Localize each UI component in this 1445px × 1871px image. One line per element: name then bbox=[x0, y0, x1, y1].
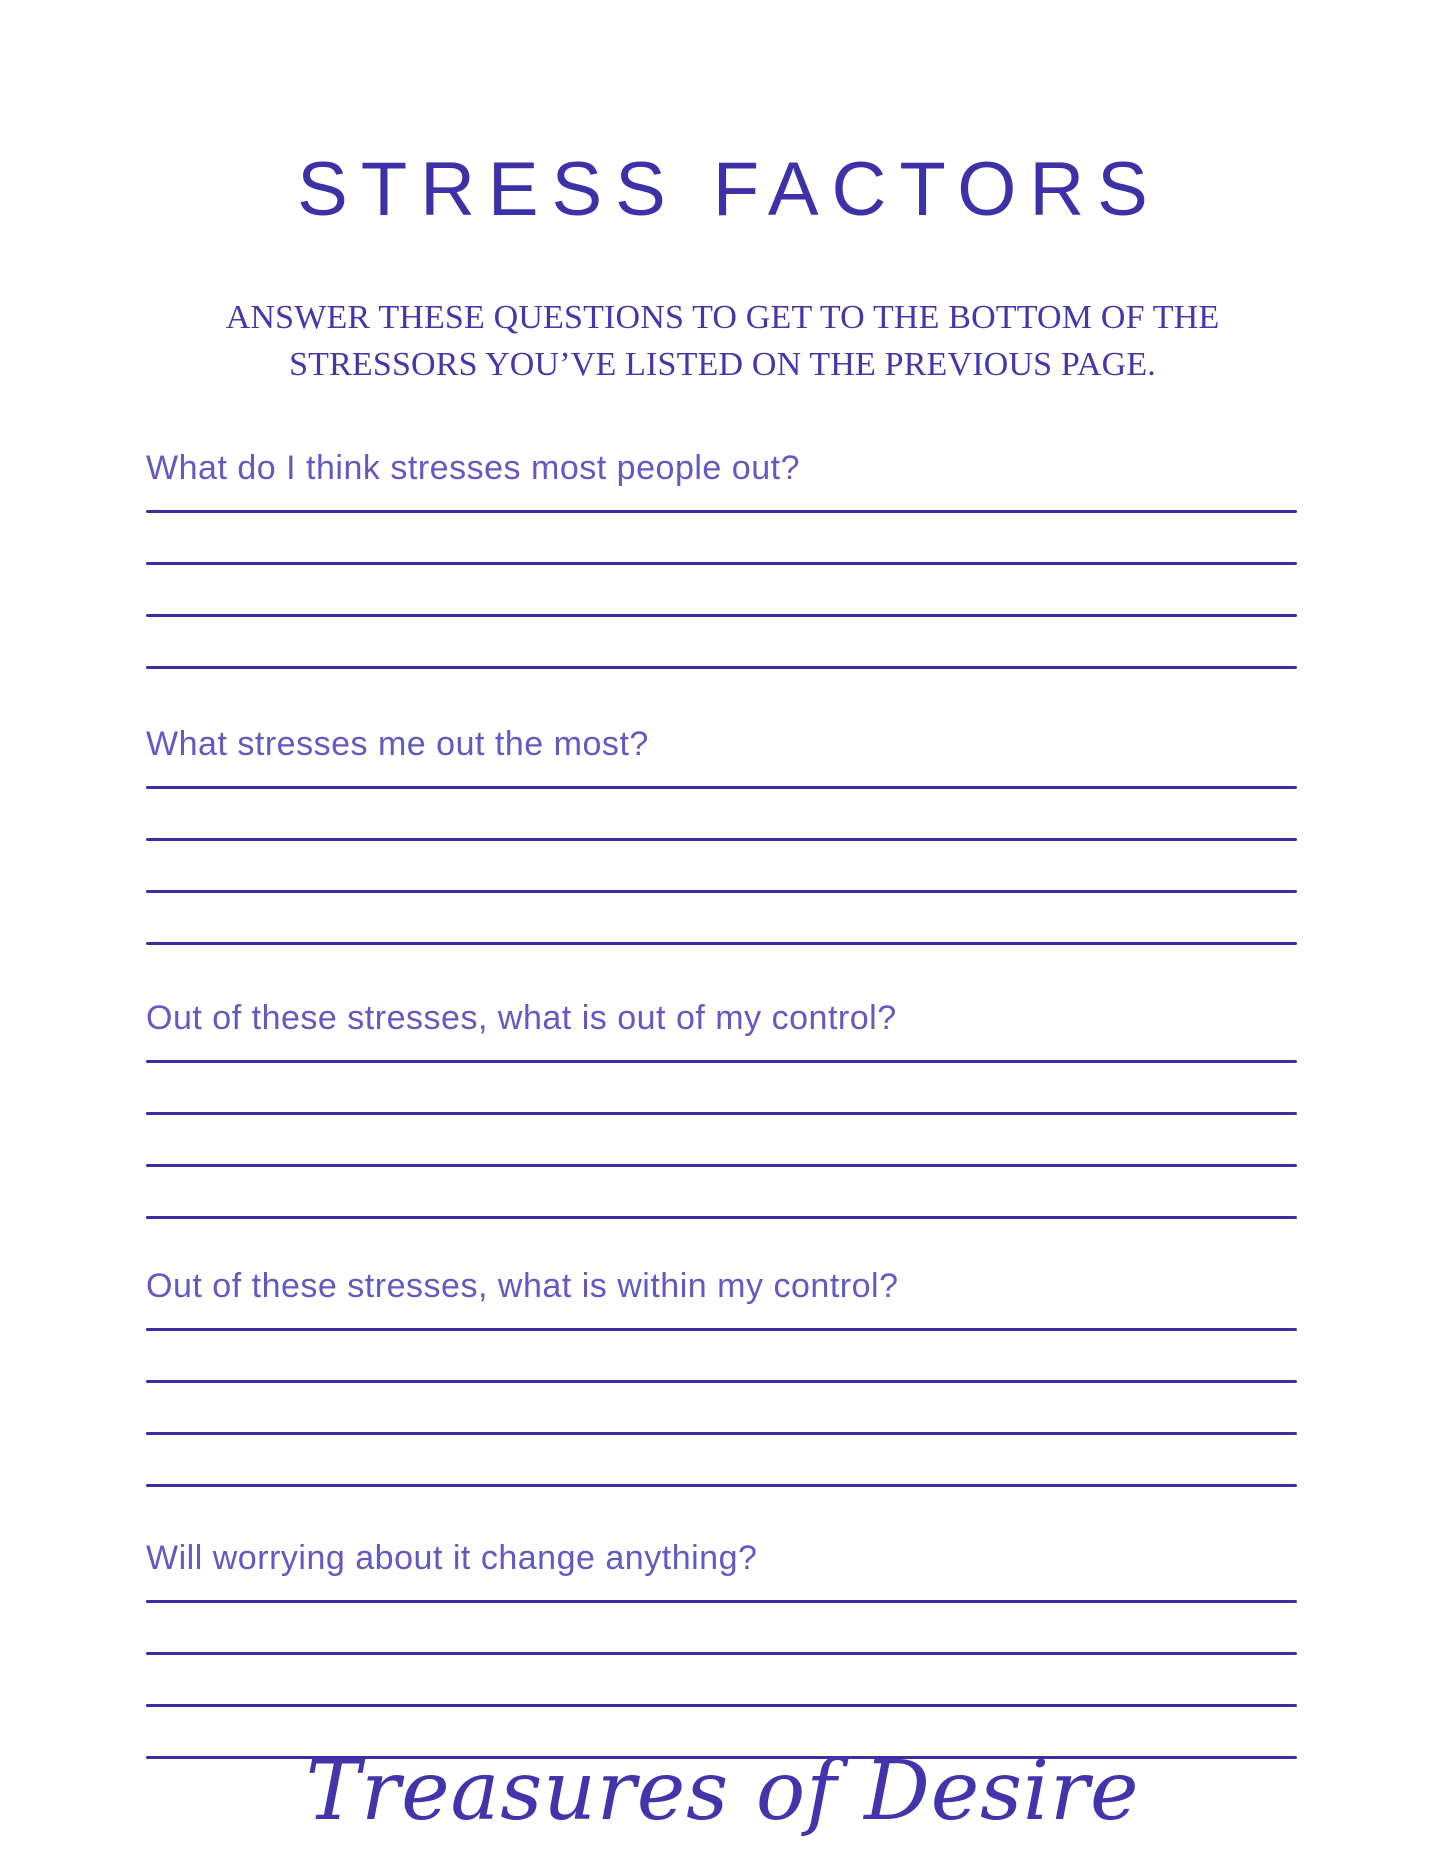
answer-line bbox=[146, 1112, 1297, 1115]
answer-line bbox=[146, 562, 1297, 565]
answer-line bbox=[146, 1484, 1297, 1487]
question-label-4: Out of these stresses, what is within my control? bbox=[146, 1267, 899, 1305]
subtitle-line-2: STRESSORS YOU’VE LISTED ON THE PREVIOUS PAGE. bbox=[289, 346, 1156, 383]
answer-line bbox=[146, 1380, 1297, 1383]
answer-line bbox=[146, 786, 1297, 789]
question-label-3: Out of these stresses, what is out of my control? bbox=[146, 999, 897, 1037]
answer-line bbox=[146, 890, 1297, 893]
answer-line bbox=[146, 1328, 1297, 1331]
answer-line bbox=[146, 1704, 1297, 1707]
answer-line bbox=[146, 666, 1297, 669]
question-section-2 bbox=[146, 724, 1297, 964]
answer-line bbox=[146, 1216, 1297, 1219]
page-title: STRESS FACTORS bbox=[297, 147, 1161, 232]
question-section-5 bbox=[146, 1538, 1297, 1778]
question-label-2: What stresses me out the most? bbox=[146, 725, 649, 763]
answer-line bbox=[146, 1652, 1297, 1655]
answer-line bbox=[146, 942, 1297, 945]
answer-line bbox=[146, 1164, 1297, 1167]
answer-line bbox=[146, 1600, 1297, 1603]
page-subtitle bbox=[0, 294, 1445, 388]
question-section-1 bbox=[146, 448, 1297, 688]
brand-logo-text: Treasures of Desire bbox=[305, 1744, 1140, 1839]
question-label-1: What do I think stresses most people out? bbox=[146, 449, 801, 487]
question-section-4 bbox=[146, 1266, 1297, 1506]
answer-line bbox=[146, 614, 1297, 617]
answer-line bbox=[146, 510, 1297, 513]
answer-line bbox=[146, 1432, 1297, 1435]
answer-line bbox=[146, 1060, 1297, 1063]
answer-line bbox=[146, 838, 1297, 841]
question-label-5: Will worrying about it change anything? bbox=[146, 1539, 758, 1577]
subtitle-line-1: ANSWER THESE QUESTIONS TO GET TO THE BOTTOM OF THE bbox=[225, 299, 1220, 336]
question-section-3 bbox=[146, 998, 1297, 1238]
